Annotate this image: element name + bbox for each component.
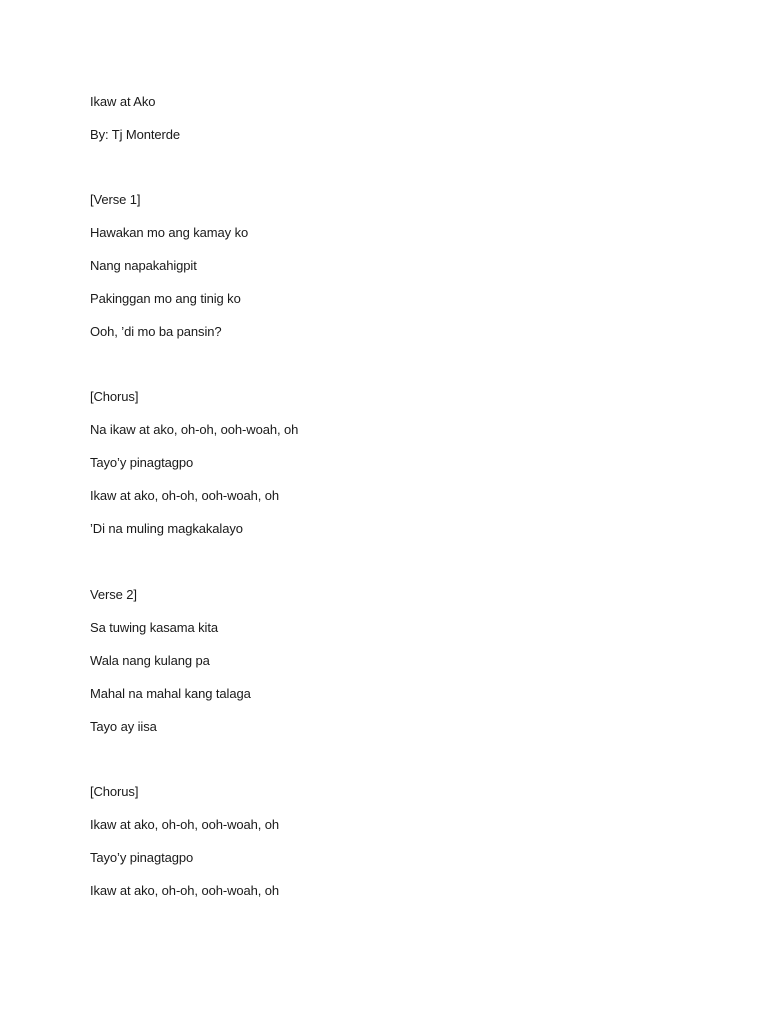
lyric-line: Na ikaw at ako, oh-oh, ooh-woah, oh <box>90 422 299 437</box>
lyric-line: Pakinggan mo ang tinig ko <box>90 291 241 306</box>
lyric-line: Nang napakahigpit <box>90 258 197 273</box>
lyric-line: Wala nang kulang pa <box>90 653 210 668</box>
lyric-line: Ikaw at ako, oh-oh, ooh-woah, oh <box>90 817 280 832</box>
lyric-line: Tayo ay iisa <box>90 719 157 734</box>
lyric-line: Mahal na mahal kang talaga <box>90 686 251 701</box>
lyric-line: Sa tuwing kasama kita <box>90 620 218 635</box>
section-header-verse-1: [Verse 1] <box>90 192 141 207</box>
lyric-line: Ikaw at ako, oh-oh, ooh-woah, oh <box>90 883 280 898</box>
section-header-verse-2: Verse 2] <box>90 587 137 602</box>
section-header-chorus-2: [Chorus] <box>90 784 139 799</box>
lyric-line: Ikaw at ako, oh-oh, ooh-woah, oh <box>90 488 280 503</box>
lyric-line: ’Di na muling magkakalayo <box>90 521 243 536</box>
lyric-line: Tayo’y pinagtagpo <box>90 455 194 470</box>
song-author: By: Tj Monterde <box>90 127 181 142</box>
lyric-line: Hawakan mo ang kamay ko <box>90 225 249 240</box>
lyric-line: Tayo’y pinagtagpo <box>90 850 194 865</box>
section-header-chorus-1: [Chorus] <box>90 389 139 404</box>
lyric-line: Ooh, ’di mo ba pansin? <box>90 324 222 339</box>
song-title: Ikaw at Ako <box>90 94 156 109</box>
